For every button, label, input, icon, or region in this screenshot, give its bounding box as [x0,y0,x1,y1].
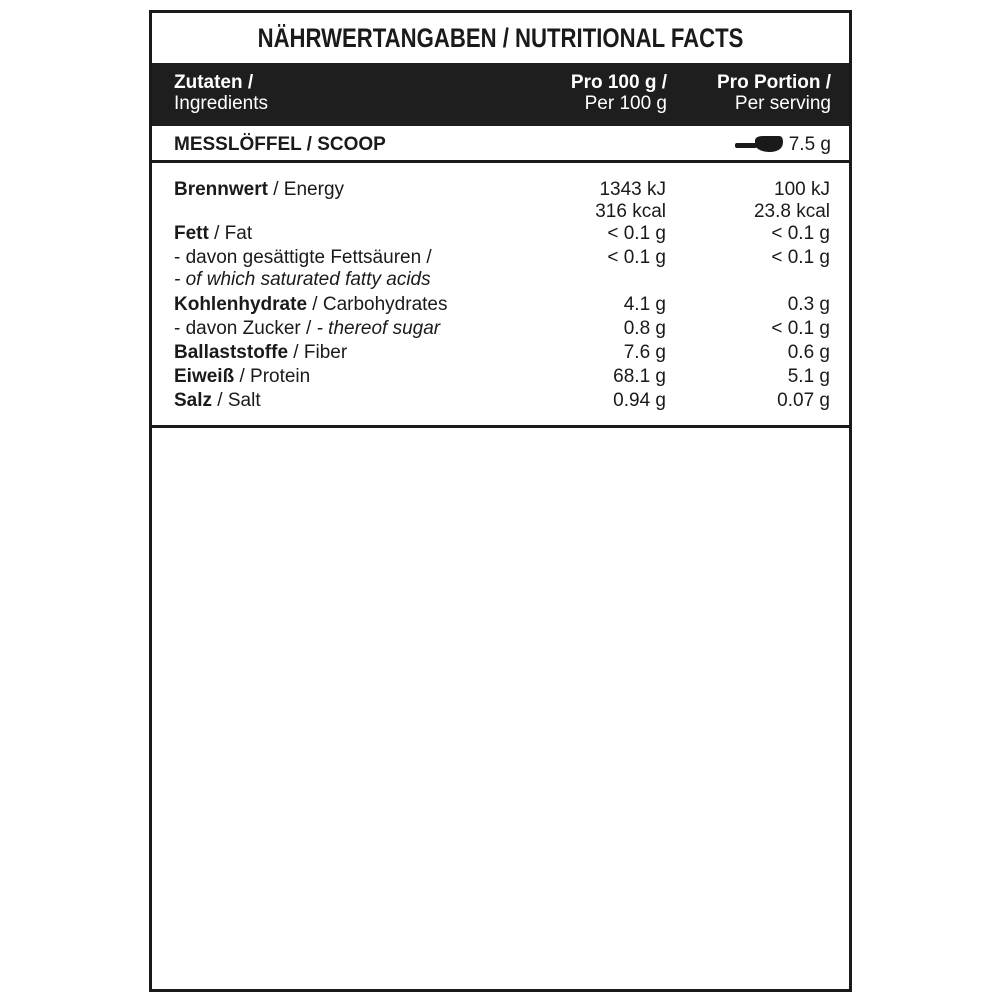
macronutrients-section: Brennwert / Energy 1343 kJ 316 kcal 100 kJ 23.8 kcal Fett / Fat < 0.1 g < 0.1 g - davon gesättigte Fettsäuren / - of which saturated fatty acids < 0.1 g < 0.1 g Kohlenhydrate / Carbohydrates 4.1 g 0.3 g - davon Zucker / - thereof sugar 0.8 g < 0.1 g Ballaststoffe / Fiber 7.6 g 0.6 g Eiweiß / Protein 68.1 g 5.1 g Salz / Salt 0.94 g 0.07 g [152,163,849,428]
scoop-label: MESSLÖFFEL / SCOOP [174,134,386,155]
per-serving-column-header: Pro Portion / Per serving [717,72,831,114]
scoop-icon [735,134,785,156]
column-header-bar [152,63,849,126]
ingredients-column-header: Zutaten / Ingredients [174,72,269,114]
scoop-row [152,126,849,163]
nutrition-facts-panel [149,10,852,992]
per-100g-column-header: Pro 100 g / Per 100 g [570,72,667,114]
scoop-weight: 7.5 g [788,134,831,155]
page-title: NÄHRWERTANGABEN / NUTRITIONAL FACTS [257,22,744,53]
